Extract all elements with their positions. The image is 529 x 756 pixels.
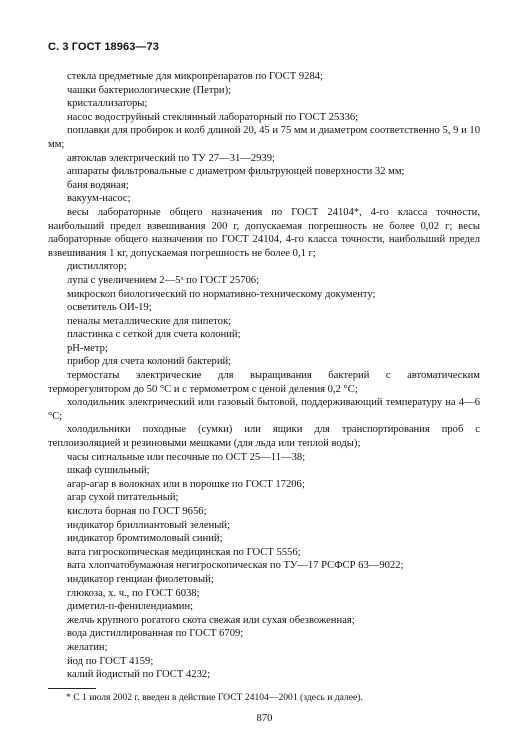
list-item: холодильники походные (сумки) или ящики для транспортирования проб с теплоизоляцией и резиновыми мешками (для льда или теплой воды);	[48, 424, 480, 450]
list-item: вата хлопчатобумажная негигроскопическая по ТУ—17 РСФСР 63—9022;	[67, 560, 404, 572]
list-item: пластинка с сеткой для счета колоний;	[67, 329, 241, 341]
list-item: прибор для счета колоний бактерий;	[67, 356, 232, 368]
list-item: калий йодистый по ГОСТ 4232;	[67, 669, 211, 681]
page-header: С. 3 ГОСТ 18963—73	[48, 41, 159, 53]
list-item: осветитель ОИ-19;	[67, 302, 152, 314]
list-item: диметил-п-фенилендиамин;	[67, 601, 194, 613]
list-item: термостаты электрические для выращивания бактерий с автоматическим терморегулятором до 50 °С и с термометром с ценой деления 0,2 °С;	[48, 370, 480, 395]
list-item: весы лабораторные общего назначения по ГОСТ 24104*, 4-го класса точности, наибольший предел взвешивания 200 г, допускаемая погрешность не более 0,02 г; весы лабораторные общего назначения по ГОСТ 24104, 4-го класса точности, наибольший предел взвешивания 1 кг, допускаемая погрешность не более 0,1 г;	[48, 206, 480, 259]
list-item: чашки бактериологические (Петри);	[67, 84, 232, 96]
list-item: агар сухой питательный;	[67, 492, 179, 504]
list-item: кристаллизаторы;	[67, 98, 148, 110]
list-item: агар-агар в волокнах или в порошке по ГОСТ 17206;	[67, 478, 305, 490]
list-item: рН-метр;	[67, 342, 108, 354]
list-item: вода дистиллированная по ГОСТ 6709;	[67, 628, 244, 640]
list-item: шкаф сушильный;	[67, 465, 150, 477]
list-item: глюкоза, х. ч., по ГОСТ 6038;	[67, 587, 200, 599]
list-item: поплавки для пробирок и колб длиной 20, 45 и 75 мм и диаметром соответственно 5, 9 и 10 мм;	[48, 125, 480, 150]
footnote: * С 1 июля 2002 г. введен в действие ГОСТ 24104—2001 (здесь и далее).	[66, 692, 363, 703]
list-item: часы сигнальные или песочные по ОСТ 25—11—38;	[67, 451, 306, 463]
list-item: йод по ГОСТ 4159;	[67, 655, 154, 667]
page-number: 870	[256, 713, 273, 724]
list-item: микроскоп биологический по нормативно-техническому документу;	[67, 288, 376, 300]
list-item: аппараты фильтровальные с диаметром фильтрующей поверхности 32 мм;	[67, 166, 405, 178]
list-item: индикатор бриллиантовый зеленый;	[67, 519, 231, 531]
list-item: индикатор бромтимоловый синий;	[67, 533, 223, 545]
equipment-list	[48, 70, 480, 682]
list-item: автоклав электрический по ТУ 27—31—2939;	[67, 152, 275, 164]
list-item: кислота борная по ГОСТ 9656;	[67, 506, 207, 517]
list-item: холодильник электрический или газовый бытовой, поддерживающий температуру на 4—6 °С;	[48, 397, 480, 422]
list-item: баня водяная;	[67, 179, 129, 191]
list-item: насос водоструйный стеклянный лабораторный по ГОСТ 25336;	[67, 111, 359, 123]
list-item: пеналы металлические для пипеток;	[67, 315, 232, 327]
list-item: вата гигроскопическая медицинская по ГОСТ 5556;	[67, 546, 301, 558]
list-item: стекла предметные для микропрепаратов по ГОСТ 9284;	[67, 71, 323, 82]
list-item: лупа с увеличением 2—5ˣ по ГОСТ 25706;	[67, 274, 260, 286]
list-item: дистиллятор;	[67, 261, 127, 273]
list-item: желчь крупного рогатого скота свежая или сухая обезвоженная;	[67, 614, 355, 626]
list-item: вакуум-насос;	[67, 193, 131, 205]
list-item: желатин;	[67, 641, 108, 653]
footnote-divider	[48, 688, 96, 689]
list-item: индикатор генциан фиолетовый;	[67, 573, 214, 585]
